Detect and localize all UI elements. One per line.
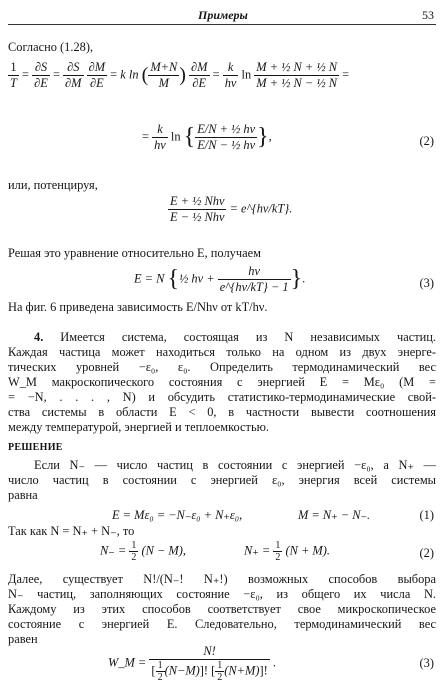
equation-dS-dE: $\frac{1}{T}$ = $\frac{\partial S}{\partial E}$ = $\frac{\partial S}{\partial M}$ $\frac{\partial M}{\partial E}$ = k ln ( $\frac{M+N}{M}$ ) $\frac{\partial M}{\partial E}$ = $\frac{k}{h\nu}$ ln $\frac{\text{M + ½ N + ½ N}}{\text{M + ½ N − ½ N}}$ = [10, 60, 350, 90]
running-title: Примеры [198, 8, 248, 22]
problem-line-5: = −N, . . . , N) и обсудить статистико-термодинамические свой- [8, 390, 436, 404]
solution-line-4: Далее, существует N!/(N₋! N₊!) возможных способов выбора [8, 572, 436, 586]
problem-line-6: ства системы в области E < 0, в частности вывести соотношения [8, 405, 436, 419]
text-since: Так как N = N₊ + N₋, то [8, 524, 135, 538]
text-potentiating: или, потенцируя, [8, 178, 98, 192]
problem-line-3: тических уровней −ε₀, ε₀. Определить термодинамический вес [8, 360, 436, 374]
equation-M-def: M = N₊ − N₋. [298, 508, 371, 522]
solution-line-1: Если N₋ — число частиц в состоянии с энергией −ε₀, а N₊ — [34, 458, 436, 472]
text-solving: Решая это уравнение относительно E, получаем [8, 246, 261, 260]
problem-line-7: между температурой, энергией и теплоемкостью. [8, 420, 269, 434]
problem-line-2: Каждая частица может находиться только на одном из двух энерге- [8, 345, 436, 359]
problem-line-1: 4. Имеется система, состоящая из N независимых частиц. [34, 330, 436, 344]
equation-N-minus: N₋ = $\frac{1}{2}$ (N − M), [100, 540, 186, 563]
solution-line-5: N₋ частиц, заполняющих состояние −ε₀, из общего их числа N. [8, 587, 436, 601]
equation-N-plus: N₊ = $\frac{1}{2}$ (N + M). [244, 540, 330, 563]
solution-line-8: равен [8, 632, 38, 646]
text-figure-ref: На фиг. 6 приведена зависимость E/Nhν от kT/hν. [8, 300, 268, 314]
equation-number-2: (2) [419, 134, 434, 148]
solution-heading: РЕШЕНИЕ [8, 442, 63, 453]
solution-line-6: Каждому из этих способов соответствует свое микроскопическое [8, 602, 436, 616]
equation-weight: W_M = N! [ $\frac{1}{2}$ (N−M)]! [ $\frac{1}{2}$ (N+M)]! . [108, 644, 276, 683]
page-number: 53 [422, 8, 434, 22]
solution-line-7: состояние с энергией E. Следовательно, термодинамический вес [8, 617, 436, 631]
equation-energy-sum: E = Mε₀ = −N₋ε₀ + N₊ε₀, [112, 508, 243, 522]
equation-exponent: $\frac{\text{E + ½ Nhν}}{\text{E − ½ Nhν}}$ = e^{hν/kT}. [170, 194, 293, 224]
equation-continuation: = $\frac{k}{h\nu}$ ln { $\frac{\text{E/N + ½ hν}}{\text{E/N − ½ hν}}$ }, [142, 122, 272, 152]
equation-number-1: (1) [419, 508, 434, 522]
problem-line-4: W_M макроскопического состояния с энергией E = Mε₀ (M = [8, 375, 436, 389]
solution-line-2: число частиц в состоянии с энергией ε₀, энергия всей системы [8, 473, 436, 487]
equation-energy: E = N {½ hν + $\frac{h\nu}{e\^{}\{h\nu/kT\} - 1}$ }. [134, 264, 306, 294]
equation-number-3: (3) [419, 276, 434, 290]
page-header [8, 8, 436, 25]
intro-text: Согласно (1.28), [8, 40, 94, 54]
equation-number-3b: (3) [419, 656, 434, 670]
equation-number-2b: (2) [419, 546, 434, 560]
solution-line-3: равна [8, 488, 38, 502]
